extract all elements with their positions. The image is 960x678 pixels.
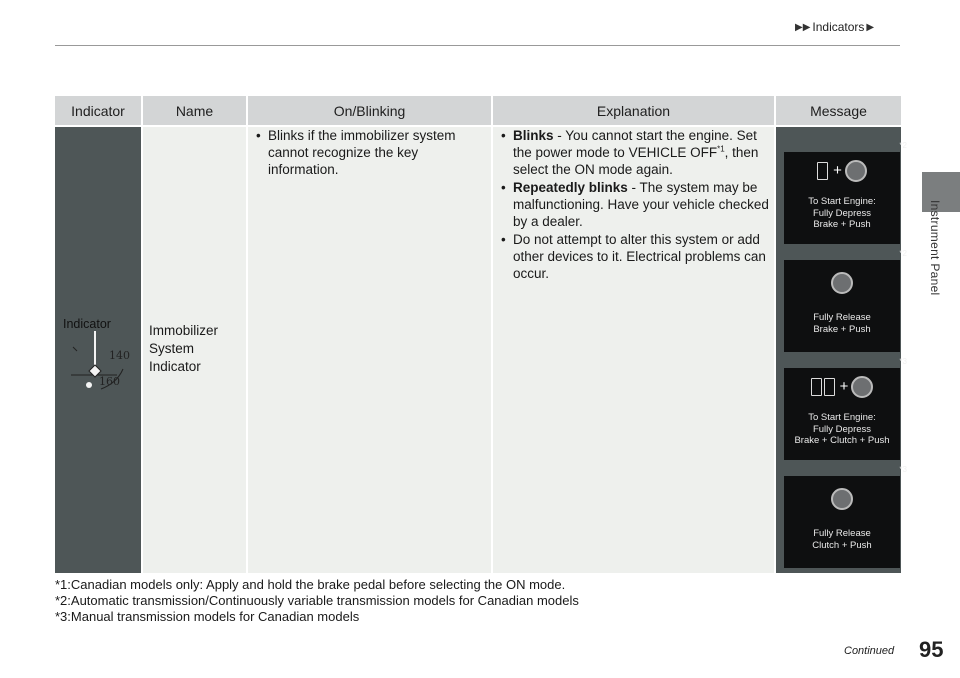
breadcrumb-arrow-end: ▶ xyxy=(866,21,875,33)
header-name: Name xyxy=(142,96,247,126)
footnote: *1:Canadian models only: Apply and hold the brake pedal before selecting the ON mode. xyxy=(55,577,566,592)
name-line: System xyxy=(149,341,195,356)
indicator-name xyxy=(149,322,249,376)
footnote: *2:Automatic transmission/Continuously variable transmission models for Canadian models xyxy=(55,593,579,608)
explanation-warning: • Do not attempt to alter this system or add other devices to it. Electrical problems can occur. xyxy=(493,231,774,282)
message-line: To Start Engine: xyxy=(808,196,876,207)
blinks-text-end: , then select the ON mode again. xyxy=(513,145,759,177)
breadcrumb-section[interactable]: Indicators xyxy=(812,20,865,34)
message-display xyxy=(784,465,907,568)
plus-sign: + xyxy=(833,162,842,180)
brake-pedal-icon xyxy=(817,162,828,180)
indicator-cell xyxy=(55,126,142,573)
message-line: Fully Depress xyxy=(812,423,872,435)
start-button-icon xyxy=(784,272,900,294)
continued-label[interactable]: Continued xyxy=(844,645,895,657)
blinks-text: - You cannot start the engine. Set the power mode to VEHICLE OFF xyxy=(513,128,757,160)
message-ref: *3 xyxy=(899,357,907,366)
message-display xyxy=(784,249,907,352)
header-on-blinking: On/Blinking xyxy=(247,96,492,126)
page-number: 95 xyxy=(919,637,944,662)
header-explanation: Explanation xyxy=(492,96,775,126)
footnote-ref-1[interactable]: *1 xyxy=(717,144,725,154)
name-line: Immobilizer xyxy=(149,323,219,338)
start-button-icon xyxy=(851,376,873,398)
explanation-repeatedly-blinks xyxy=(493,179,774,230)
clutch-pedal-icon xyxy=(811,378,822,396)
repeat-term: Repeatedly blinks xyxy=(513,180,628,195)
footnote: *3:Manual transmission models for Canadian models xyxy=(55,609,360,624)
name-cell xyxy=(142,126,247,573)
message-display xyxy=(784,141,907,244)
message-line: Fully Depress xyxy=(812,207,872,219)
name-line: Indicator xyxy=(149,359,201,374)
message-line: Brake + Clutch + Push xyxy=(794,435,890,446)
explanation-cell xyxy=(492,126,775,573)
on-blinking-text: • Blinks if the immobilizer system cannot recognize the key information. xyxy=(248,127,491,178)
repeat-text: - The system may be malfunctioning. Have your vehicle checked by a dealer. xyxy=(513,180,769,229)
message-line: Fully Release xyxy=(813,312,871,323)
message-cell xyxy=(775,126,907,573)
section-tab-label: Instrument Panel xyxy=(928,200,942,296)
blinks-term: Blinks xyxy=(513,128,554,143)
message-line: Clutch + Push xyxy=(812,539,872,551)
message-ref: *2 xyxy=(899,249,907,258)
brake-pedal-icon xyxy=(824,378,835,396)
top-divider xyxy=(55,45,900,46)
breadcrumb-arrows: ▶▶ xyxy=(795,21,811,33)
start-button-icon xyxy=(845,160,867,182)
message-line: Brake + Push xyxy=(813,323,871,335)
on-blinking-cell xyxy=(247,126,492,573)
header-indicator: Indicator xyxy=(55,96,142,126)
plus-sign: + xyxy=(839,378,849,396)
indicator-table xyxy=(55,96,907,573)
message-display xyxy=(784,357,907,460)
breadcrumb xyxy=(795,20,874,34)
pedals-plus-button-icon xyxy=(784,376,900,398)
message-line: Fully Release xyxy=(813,528,871,539)
indicator-label: Indicator xyxy=(63,317,111,331)
message-ref: *2 xyxy=(899,141,907,150)
pedal-plus-button-icon xyxy=(784,160,900,182)
gauge-mark-140: 140 xyxy=(109,349,130,362)
message-line: To Start Engine: xyxy=(808,412,876,423)
message-ref: *3 xyxy=(899,465,907,474)
message-line: Brake + Push xyxy=(813,219,871,230)
footnotes xyxy=(55,577,579,625)
explanation-blinks xyxy=(493,127,774,178)
gauge-mark-160: 160 xyxy=(99,375,120,388)
gauge-indicator-icon xyxy=(65,329,139,391)
header-message: Message xyxy=(775,96,901,126)
start-button-icon xyxy=(784,488,900,510)
